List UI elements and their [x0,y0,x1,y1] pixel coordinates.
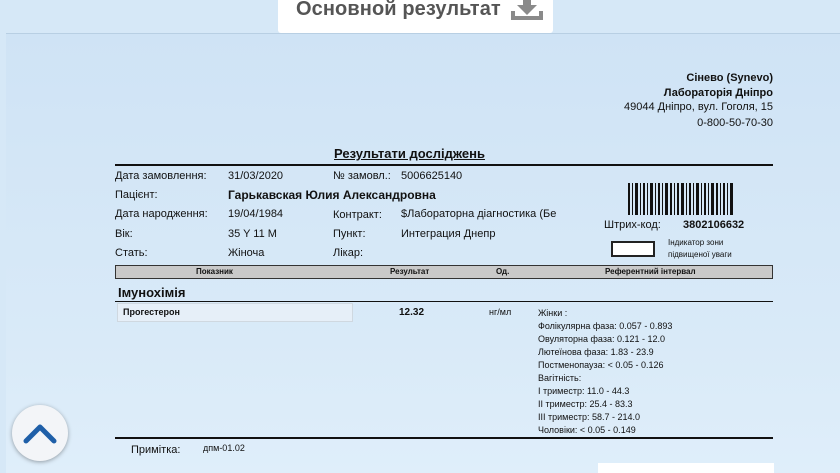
age: 35 Y 11 M [228,228,277,240]
patient-name: Гарькавская Юлия Александровна [228,188,436,202]
barcode-image [628,183,736,217]
barcode-label: Штрих-код: [604,219,661,231]
reference-line: II триместр: 25.4 - 83.3 [538,399,633,409]
reference-line: Постменопауза: < 0.05 - 0.126 [538,360,664,370]
header-reference: Референтний інтервал [605,267,696,276]
reference-line: I триместр: 11.0 - 44.3 [538,386,630,396]
download-icon[interactable] [509,0,545,27]
results-table-header [115,265,773,279]
scroll-top-button[interactable] [12,405,68,461]
section-title: Імунохімія [118,285,186,300]
barcode-value: 3802106632 [683,219,745,231]
page-edge [598,463,774,473]
age-label: Вік: [115,228,133,240]
reference-line: Лютеїнова фаза: 1.83 - 23.9 [538,347,654,357]
point: Интеграция Днепр [401,228,496,240]
birth-label: Дата народження: [115,208,208,220]
sex: Жіноча [228,247,265,259]
test-unit: нг/мл [489,307,512,317]
patient-label: Пацієнт: [115,189,158,201]
header-unit: Од. [496,267,510,276]
lab-phone: 0-800-50-70-30 [697,117,773,129]
order-date-label: Дата замовлення: [115,170,207,182]
contract-label: Контракт: [333,209,382,221]
test-name: Прогестерон [123,307,180,317]
title-divider [115,164,773,166]
doctor-label: Лікар: [333,247,364,259]
section-divider [115,301,773,302]
reference-line: Чоловіки: < 0.05 - 0.149 [538,425,636,435]
header-result: Результат [390,267,430,276]
test-result: 12.32 [399,307,425,318]
header-indicator: Показник [196,267,233,276]
order-no-label: № замовл.: [333,170,391,182]
reference-line: Жінки : [538,308,568,318]
doc-title: Результати досліджень [334,146,485,161]
lab-branch: Лабораторія Дніпро [663,87,773,99]
birth-date: 19/04/1984 [228,208,284,220]
reference-line: Вагітність: [538,373,582,383]
chevron-up-icon [23,422,57,444]
main-result-label: Основной результат [296,0,501,20]
note-value: дпм-01.02 [203,443,245,453]
reference-line: III триместр: 58.7 - 214.0 [538,412,641,422]
order-no: 5006625140 [401,170,463,182]
attention-label-2: підвищеної уваги [668,250,732,259]
reference-line: Фолікулярна фаза: 0.057 - 0.893 [538,321,673,331]
lab-name: Сінево (Synevo) [686,72,773,84]
sex-label: Стать: [115,247,148,259]
attention-label-1: Індикатор зони [668,238,724,247]
contract: $Лабораторна діагностика (Бе [401,208,557,220]
lab-address: 49044 Дніпро, вул. Гоголя, 15 [623,101,773,113]
attention-indicator [611,241,655,257]
table-bottom-divider [115,437,773,439]
order-date: 31/03/2020 [228,170,284,182]
main-result-button[interactable] [278,0,553,33]
note-label: Примітка: [131,444,181,456]
point-label: Пункт: [333,228,366,240]
reference-line: Овуляторна фаза: 0.121 - 12.0 [538,334,665,344]
